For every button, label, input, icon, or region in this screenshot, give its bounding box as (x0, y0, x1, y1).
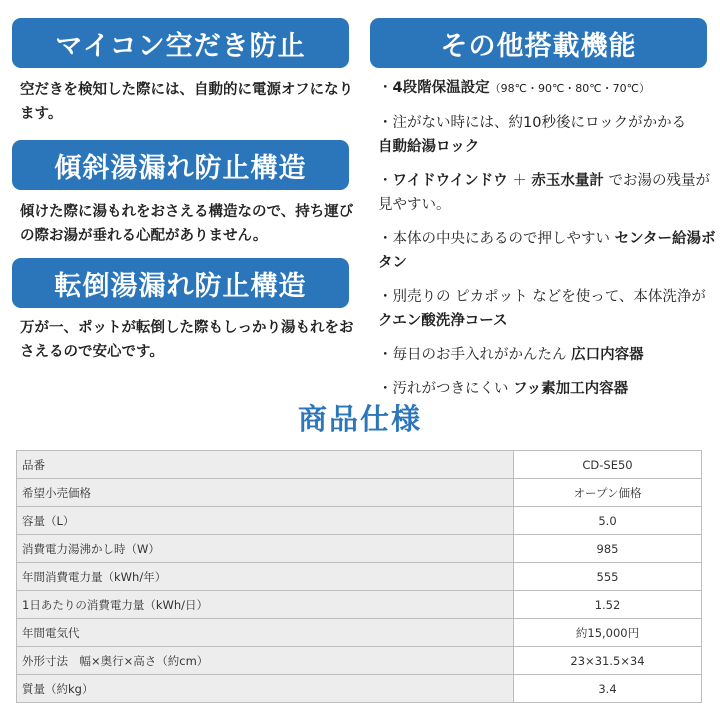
feature-citric-acid-text: 別売りの ピカポット などを使って、本体洗浄が (392, 289, 706, 305)
spec-title: 商品仕様 (297, 402, 422, 436)
feature-citric-acid-name: クエン酸洗浄コース (378, 313, 508, 329)
spec-value: 985 (514, 535, 702, 563)
features-banner (370, 18, 707, 68)
feature-plus-sign: ＋ (507, 173, 532, 189)
microcomputer-description: 空だきを検知した際には、自動的に電源オフになります。 (20, 82, 354, 122)
feature-red-ball-gauge-name: 赤玉水量計 (531, 173, 604, 189)
features-list (378, 76, 718, 411)
feature-wide-mouth-name: 広口内容器 (571, 347, 644, 363)
feature-auto-lock-text: 注がない時には、約10秒後にロックがかかる (392, 115, 687, 131)
table-row (17, 619, 702, 647)
feature-fluorine-text: 汚れがつきにくい (392, 381, 514, 397)
feature-wide-window-name: ワイドウインドウ (392, 173, 508, 189)
feature-keep-warm-temps: （98℃・90℃・80℃・70℃） (489, 82, 650, 95)
spec-label: 品番 (17, 451, 514, 479)
spec-label: 希望小売価格 (17, 479, 514, 507)
spec-value: 555 (514, 563, 702, 591)
table-row (17, 535, 702, 563)
tilt-title: 傾斜湯漏れ防止構造 (54, 152, 307, 184)
spec-value: 約15,000円 (514, 619, 702, 647)
feature-item-wide-mouth: ・毎日のお手入れがかんたん 広口内容器 (378, 347, 644, 363)
spec-value: 1.52 (514, 591, 702, 619)
tilt-description: 傾けた際に湯もれをおさえる構造なので、持ち運びの際お湯が垂れる心配がありません。 (20, 204, 354, 244)
table-row (17, 507, 702, 535)
spec-table (16, 450, 702, 703)
spec-value: 5.0 (514, 507, 702, 535)
feature-keep-warm-name: 4段階保温設定 (392, 80, 490, 96)
tipover-title: 転倒湯漏れ防止構造 (54, 270, 307, 302)
features-title: その他搭載機能 (440, 30, 637, 62)
feature-item-auto-lock: ・注がない時には、約10秒後にロックがかかる 自動給湯ロック (378, 115, 687, 155)
spec-value: 3.4 (514, 675, 702, 703)
spec-label: 年間電気代 (17, 619, 514, 647)
feature-item-citric-acid: ・別売りの ピカポット などを使って、本体洗浄がクエン酸洗浄コース (378, 289, 706, 329)
feature-item-keep-warm: ・4段階保温設定（98℃・90℃・80℃・70℃） (378, 80, 650, 96)
table-row (17, 451, 702, 479)
spec-label: 容量（L） (17, 507, 514, 535)
spec-label: 外形寸法 幅×奥行×高さ（約cm） (17, 647, 514, 675)
feature-fluorine-name: フッ素加工内容器 (513, 381, 629, 397)
feature-center-button-text: 本体の中央にあるので押しやすい (392, 231, 615, 247)
table-row (17, 675, 702, 703)
feature-item-wide-window: ・ワイドウインドウ ＋ 赤玉水量計 でお湯の残量が見やすい。 (378, 173, 710, 213)
tipover-description: 万が一、ポットが転倒した際もしっかり湯もれをおさえるので安心です。 (20, 320, 354, 360)
spec-label: 年間消費電力量（kWh/年） (17, 563, 514, 591)
feature-item-center-button: ・本体の中央にあるので押しやすい センター給湯ボタン (378, 231, 716, 271)
feature-auto-lock-name: 自動給湯ロック (378, 139, 480, 155)
spec-label: 1日あたりの消費電力量（kWh/日） (17, 591, 514, 619)
table-row (17, 479, 702, 507)
spec-value: CD-SE50 (514, 451, 702, 479)
feature-center-button-name: センター給湯ボタン (378, 231, 716, 271)
spec-value: 23×31.5×34 (514, 647, 702, 675)
tipover-banner (12, 258, 349, 308)
spec-label: 質量（約kg） (17, 675, 514, 703)
tilt-banner (12, 140, 349, 190)
feature-wide-mouth-text: 毎日のお手入れがかんたん (392, 347, 572, 363)
microcomputer-banner (12, 18, 349, 68)
table-row (17, 563, 702, 591)
microcomputer-title: マイコン空だき防止 (55, 30, 306, 62)
feature-item-fluorine: ・汚れがつきにくい フッ素加工内容器 (378, 381, 629, 397)
table-row (17, 591, 702, 619)
table-row (17, 647, 702, 675)
spec-value: オープン価格 (514, 479, 702, 507)
feature-wide-window-text: でお湯の残量が見やすい。 (378, 173, 710, 213)
spec-label: 消費電力湯沸かし時（W） (17, 535, 514, 563)
